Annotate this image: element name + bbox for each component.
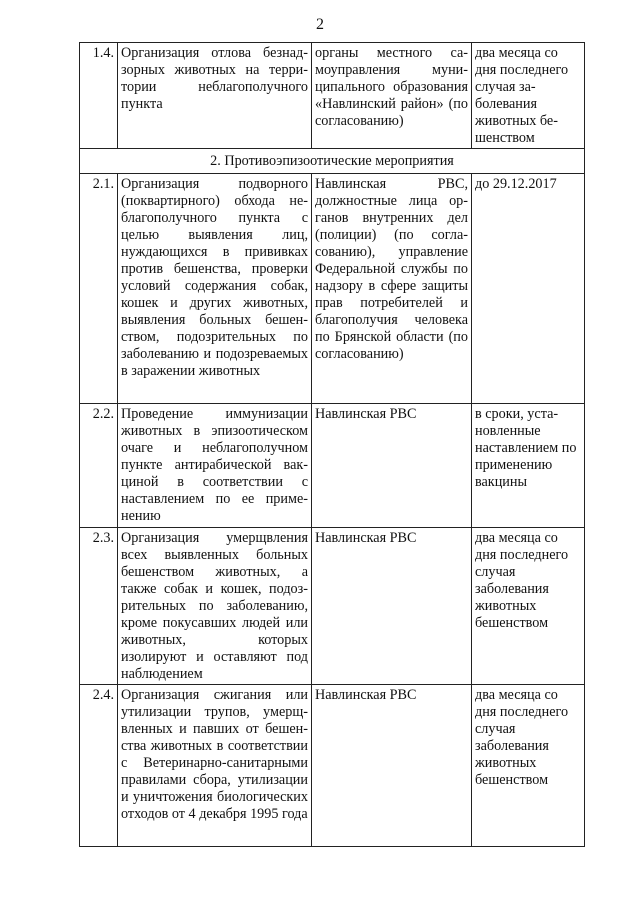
row-number: 2.3.	[80, 528, 118, 685]
responsible-party: Навлинская РВС, должностные лица органов внутренних дел (полиции) (по согласованию), управление Федеральной службы по надзору в сфере защиты прав потребителей и благополучия человека по Брянской области (по согласованию)	[312, 174, 472, 404]
deadline: в сроки, установленные наставлением по применению вакцины	[472, 404, 585, 528]
row-number: 2.4.	[80, 685, 118, 847]
responsible-party: органы местного самоуправления муниципального образования «Навлинский район» (по согласованию)	[312, 43, 472, 149]
responsible-party: Навлинская РВС	[312, 528, 472, 685]
table-row	[80, 174, 585, 404]
row-number: 1.4.	[80, 43, 118, 149]
deadline: два месяца со дня последнего случая заболевания животных бешенством	[472, 685, 585, 847]
page-number: 2	[316, 16, 324, 33]
measure-description: Проведение иммунизации животных в эпизоотическом очаге и неблагополучном пункте антирабической вакциной в соответствии с наставлением по ее применению	[118, 404, 312, 528]
section-header-row	[80, 149, 585, 174]
measure-description: Организация отлова безнадзорных животных на территории неблагополучного пункта	[118, 43, 312, 149]
measure-description: Организация умерщвления всех выявленных больных бешенством животных, а также собак и кошек, подозрительных по заболеванию, кроме покусавших людей или животных, которых изолируют и оставляют под наблюдением	[118, 528, 312, 685]
table-row	[80, 404, 585, 528]
section-title: 2. Противоэпизоотические мероприятия	[80, 149, 585, 174]
measure-description: Организация сжигания или утилизации трупов, умерщвленных и павших от бешенства животных в соответствии с Ветеринарно-санитарными правилами сбора, утилизации и уничтожения биологических отходов от 4 декабря 1995 года	[118, 685, 312, 847]
row-number: 2.1.	[80, 174, 118, 404]
measures-table	[79, 42, 585, 847]
deadline: до 29.12.2017	[472, 174, 585, 404]
row-number: 2.2.	[80, 404, 118, 528]
table-row	[80, 528, 585, 685]
responsible-party: Навлинская РВС	[312, 404, 472, 528]
table-row	[80, 685, 585, 847]
deadline: два месяца со дня последнего случая заболевания животных бешенством	[472, 528, 585, 685]
responsible-party: Навлинская РВС	[312, 685, 472, 847]
deadline: два месяца со дня последнего случая заболевания животных бешенством	[472, 43, 585, 149]
measure-description: Организация подворного (поквартирного) обхода неблагополучного пункта с целью выявления лиц, нуждающихся в прививках против бешенства, проверки условий содержания собак, кошек и других животных, выявления больных бешенством, подозрительных по заболеванию и подозреваемых в заражении животных	[118, 174, 312, 404]
table-row	[80, 43, 585, 149]
